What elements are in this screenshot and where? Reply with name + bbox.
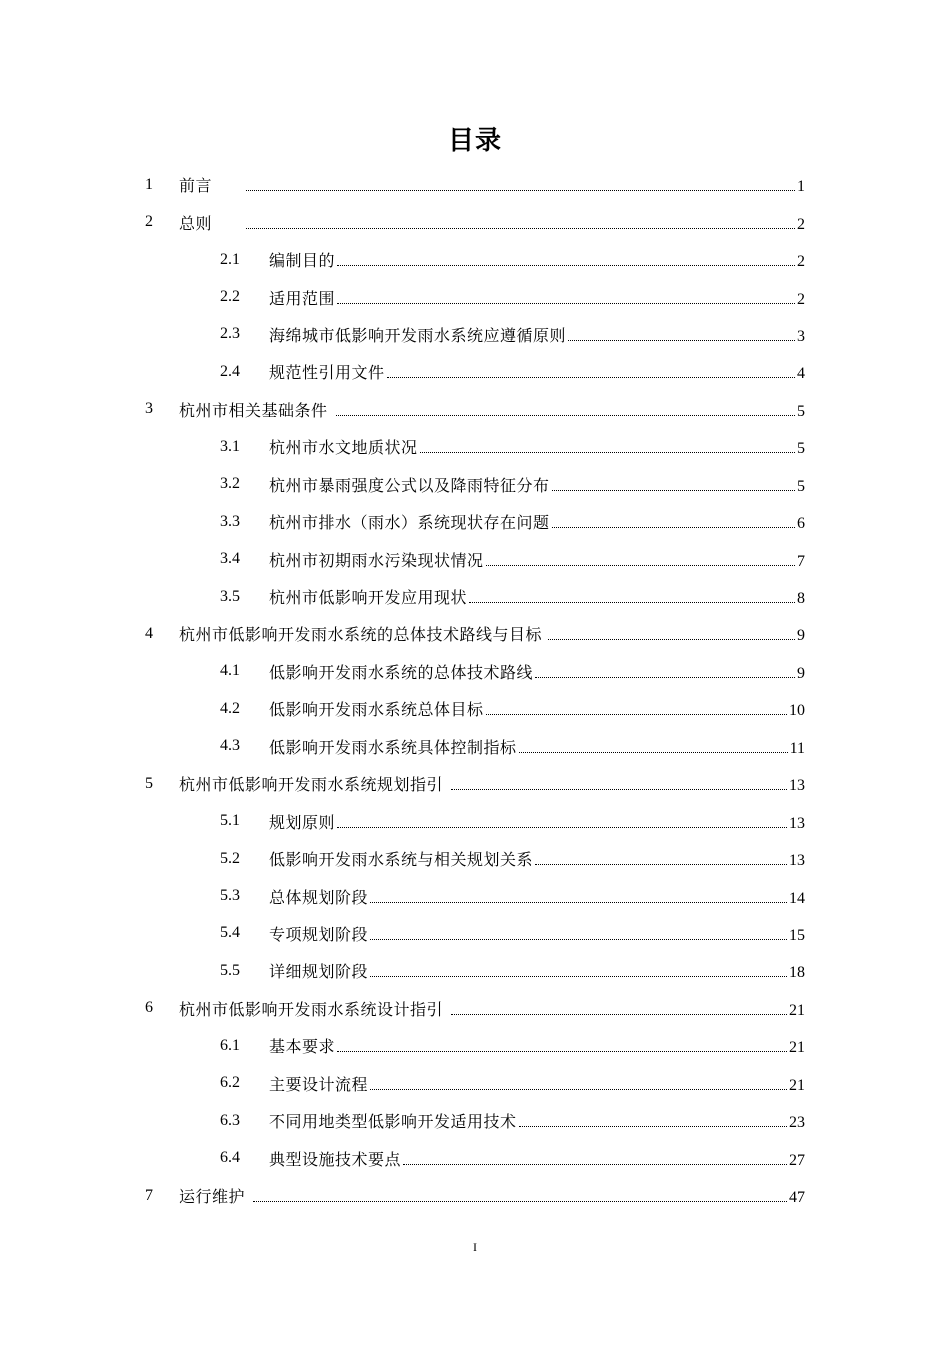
toc-entry-line [179,211,805,234]
table-of-contents [0,166,950,1214]
toc-entry-number: 6.2 [220,1074,240,1092]
toc-dot-leader [469,601,795,603]
toc-entry-line [179,1184,805,1207]
toc-entry-line [269,248,805,271]
toc-entry-number: 5.3 [220,887,240,905]
toc-entry-number: 3.3 [220,512,240,530]
toc-dot-leader [568,339,795,341]
toc-entry-line [269,922,805,945]
toc-entry-number: 3 [145,400,153,418]
toc-entry-page-number: 2 [797,215,805,233]
toc-entry-number: 6.3 [220,1111,240,1129]
toc-entry[interactable] [0,990,950,1027]
toc-dot-leader [535,863,787,865]
toc-entry-line [269,847,805,870]
toc-entry[interactable] [0,316,950,353]
toc-entry-label: 总则 [179,213,213,233]
toc-entry-label: 适用范围 [269,288,336,308]
toc-dot-leader [337,302,795,304]
toc-entry-page-number: 13 [789,777,805,795]
toc-dot-leader [486,564,795,566]
toc-entry-number: 1 [145,175,153,193]
toc-entry-line [269,735,805,758]
toc-entry[interactable] [0,578,950,615]
toc-entry[interactable] [0,877,950,914]
toc-entry-number: 5 [145,774,153,792]
toc-entry[interactable] [0,353,950,390]
toc-entry-label: 杭州市相关基础条件 [179,400,328,420]
toc-entry-label: 低影响开发雨水系统具体控制指标 [269,737,517,757]
toc-dot-leader [451,788,787,790]
toc-entry-number: 2.2 [220,288,240,306]
toc-entry[interactable] [0,690,950,727]
toc-entry-number: 5.1 [220,812,240,830]
toc-entry-label: 杭州市低影响开发应用现状 [269,588,468,608]
toc-entry-line [269,697,805,720]
toc-entry-label: 杭州市初期雨水污染现状情况 [269,550,484,570]
toc-entry-number: 2.3 [220,325,240,343]
toc-dot-leader [552,489,795,491]
toc-dot-leader [535,676,795,678]
toc-entry-line [179,772,805,795]
toc-entry-label: 不同用地类型低影响开发适用技术 [269,1112,517,1132]
toc-entry-line [269,885,805,908]
toc-entry[interactable] [0,915,950,952]
toc-dot-leader [336,414,795,416]
toc-entry-label: 杭州市暴雨强度公式以及降雨特征分布 [269,475,550,495]
toc-entry-number: 5.5 [220,961,240,979]
toc-entry-page-number: 8 [797,590,805,608]
toc-entry-label: 杭州市低影响开发雨水系统的总体技术路线与目标 [179,625,543,645]
toc-entry-number: 6.1 [220,1036,240,1054]
toc-entry-label: 杭州市低影响开发雨水系统设计指引 [179,999,444,1019]
toc-entry-line [179,398,805,421]
toc-entry-line [269,1147,805,1170]
toc-entry-line [269,360,805,383]
toc-entry-label: 运行维护 [179,1187,246,1207]
toc-entry-page-number: 5 [797,402,805,420]
toc-entry-label: 低影响开发雨水系统总体目标 [269,700,484,720]
toc-dot-leader [337,264,795,266]
toc-entry-line [269,1072,805,1095]
toc-entry-number: 2 [145,213,153,231]
toc-entry-page-number: 15 [789,926,805,944]
toc-entry-number: 6.4 [220,1149,240,1167]
toc-entry-line [179,173,805,196]
toc-entry[interactable] [0,428,950,465]
toc-entry-page-number: 3 [797,327,805,345]
toc-entry-label: 专项规划阶段 [269,924,369,944]
toc-dot-leader [403,1163,787,1165]
toc-entry-line [269,660,805,683]
toc-entry-page-number: 18 [789,964,805,982]
toc-entry-label: 规划原则 [269,812,336,832]
toc-dot-leader [548,638,795,640]
toc-entry-label: 低影响开发雨水系统的总体技术路线 [269,662,534,682]
toc-entry-line [269,585,805,608]
toc-entry-number: 3.1 [220,437,240,455]
toc-dot-leader [337,1050,787,1052]
toc-entry-number: 4.2 [220,699,240,717]
toc-entry-page-number: 21 [789,1039,805,1057]
toc-dot-leader [420,451,795,453]
toc-dot-leader [370,901,787,903]
toc-entry-line [269,286,805,309]
toc-entry-line [269,548,805,571]
toc-entry-page-number: 14 [789,889,805,907]
toc-entry-number: 3.4 [220,550,240,568]
toc-entry-line [269,810,805,833]
toc-entry-page-number: 47 [789,1189,805,1207]
toc-entry[interactable] [0,391,950,428]
footer-page-number: I [473,1240,477,1254]
toc-entry-page-number: 5 [797,440,805,458]
toc-entry-label: 前言 [179,176,213,196]
toc-entry-page-number: 21 [789,1001,805,1019]
toc-entry-number: 4 [145,624,153,642]
toc-entry[interactable] [0,615,950,652]
toc-entry[interactable] [0,1139,950,1176]
toc-entry-number: 2.1 [220,250,240,268]
toc-entry-page-number: 5 [797,477,805,495]
toc-entry-label: 杭州市低影响开发雨水系统规划指引 [179,775,444,795]
toc-entry-page-number: 9 [797,664,805,682]
toc-dot-leader [246,189,795,191]
toc-entry-page-number: 4 [797,365,805,383]
toc-entry[interactable] [0,1065,950,1102]
toc-entry-label: 详细规划阶段 [269,962,369,982]
toc-entry-label: 基本要求 [269,1037,336,1057]
toc-entry[interactable] [0,765,950,802]
toc-dot-leader [451,1013,787,1015]
toc-entry[interactable] [0,653,950,690]
toc-entry-line [269,473,805,496]
toc-entry-line [269,510,805,533]
toc-entry[interactable] [0,503,950,540]
toc-entry[interactable] [0,1027,950,1064]
toc-entry-page-number: 27 [789,1151,805,1169]
toc-entry-label: 典型设施技术要点 [269,1149,402,1169]
toc-dot-leader [253,1200,787,1202]
toc-dot-leader [370,1088,787,1090]
toc-dot-leader [337,826,787,828]
toc-entry-page-number: 13 [789,814,805,832]
toc-entry-number: 5.4 [220,924,240,942]
toc-entry[interactable] [0,166,950,203]
toc-entry-label: 主要设计流程 [269,1074,369,1094]
toc-entry-label: 海绵城市低影响开发雨水系统应遵循原则 [269,325,567,345]
toc-entry[interactable] [0,952,950,989]
toc-entry-label: 低影响开发雨水系统与相关规划关系 [269,850,534,870]
toc-entry[interactable] [0,241,950,278]
toc-entry-page-number: 23 [789,1114,805,1132]
toc-entry-page-number: 6 [797,515,805,533]
toc-entry-page-number: 9 [797,627,805,645]
toc-entry-page-number: 11 [789,739,805,757]
toc-entry-number: 3.5 [220,587,240,605]
toc-entry-label: 杭州市水文地质状况 [269,438,418,458]
toc-entry[interactable] [0,203,950,240]
toc-entry[interactable] [0,1177,950,1214]
page-title: 目录 [447,126,502,156]
toc-dot-leader [370,938,787,940]
toc-entry-number: 7 [145,1186,153,1204]
toc-dot-leader [519,751,788,753]
toc-entry-number: 4.1 [220,662,240,680]
toc-dot-leader [370,975,787,977]
toc-entry-line [269,1109,805,1132]
toc-entry[interactable] [0,1102,950,1139]
toc-entry-line [269,1034,805,1057]
toc-entry-label: 规范性引用文件 [269,363,385,383]
toc-entry-line [269,323,805,346]
toc-entry-label: 总体规划阶段 [269,887,369,907]
toc-entry-page-number: 1 [797,178,805,196]
toc-dot-leader [486,713,787,715]
toc-entry[interactable] [0,278,950,315]
toc-entry-line [269,959,805,982]
toc-entry-line [179,997,805,1020]
toc-entry[interactable] [0,466,950,503]
toc-entry[interactable] [0,840,950,877]
toc-entry-label: 杭州市排水（雨水）系统现状存在问题 [269,513,550,533]
toc-dot-leader [519,1125,787,1127]
toc-entry-label: 编制目的 [269,251,336,271]
toc-entry-line [179,622,805,645]
toc-entry-number: 2.4 [220,362,240,380]
toc-entry-page-number: 13 [789,852,805,870]
toc-entry-line [269,435,805,458]
toc-entry-page-number: 2 [797,290,805,308]
toc-entry[interactable] [0,802,950,839]
toc-entry-page-number: 10 [789,702,805,720]
toc-entry-number: 6 [145,999,153,1017]
toc-entry-page-number: 7 [797,552,805,570]
toc-entry-number: 3.2 [220,475,240,493]
toc-dot-leader [552,526,795,528]
toc-dot-leader [246,227,795,229]
toc-entry-number: 5.2 [220,849,240,867]
toc-entry-number: 4.3 [220,737,240,755]
toc-dot-leader [387,376,795,378]
toc-entry[interactable] [0,728,950,765]
toc-entry-page-number: 2 [797,253,805,271]
toc-entry-page-number: 21 [789,1076,805,1094]
toc-entry[interactable] [0,540,950,577]
